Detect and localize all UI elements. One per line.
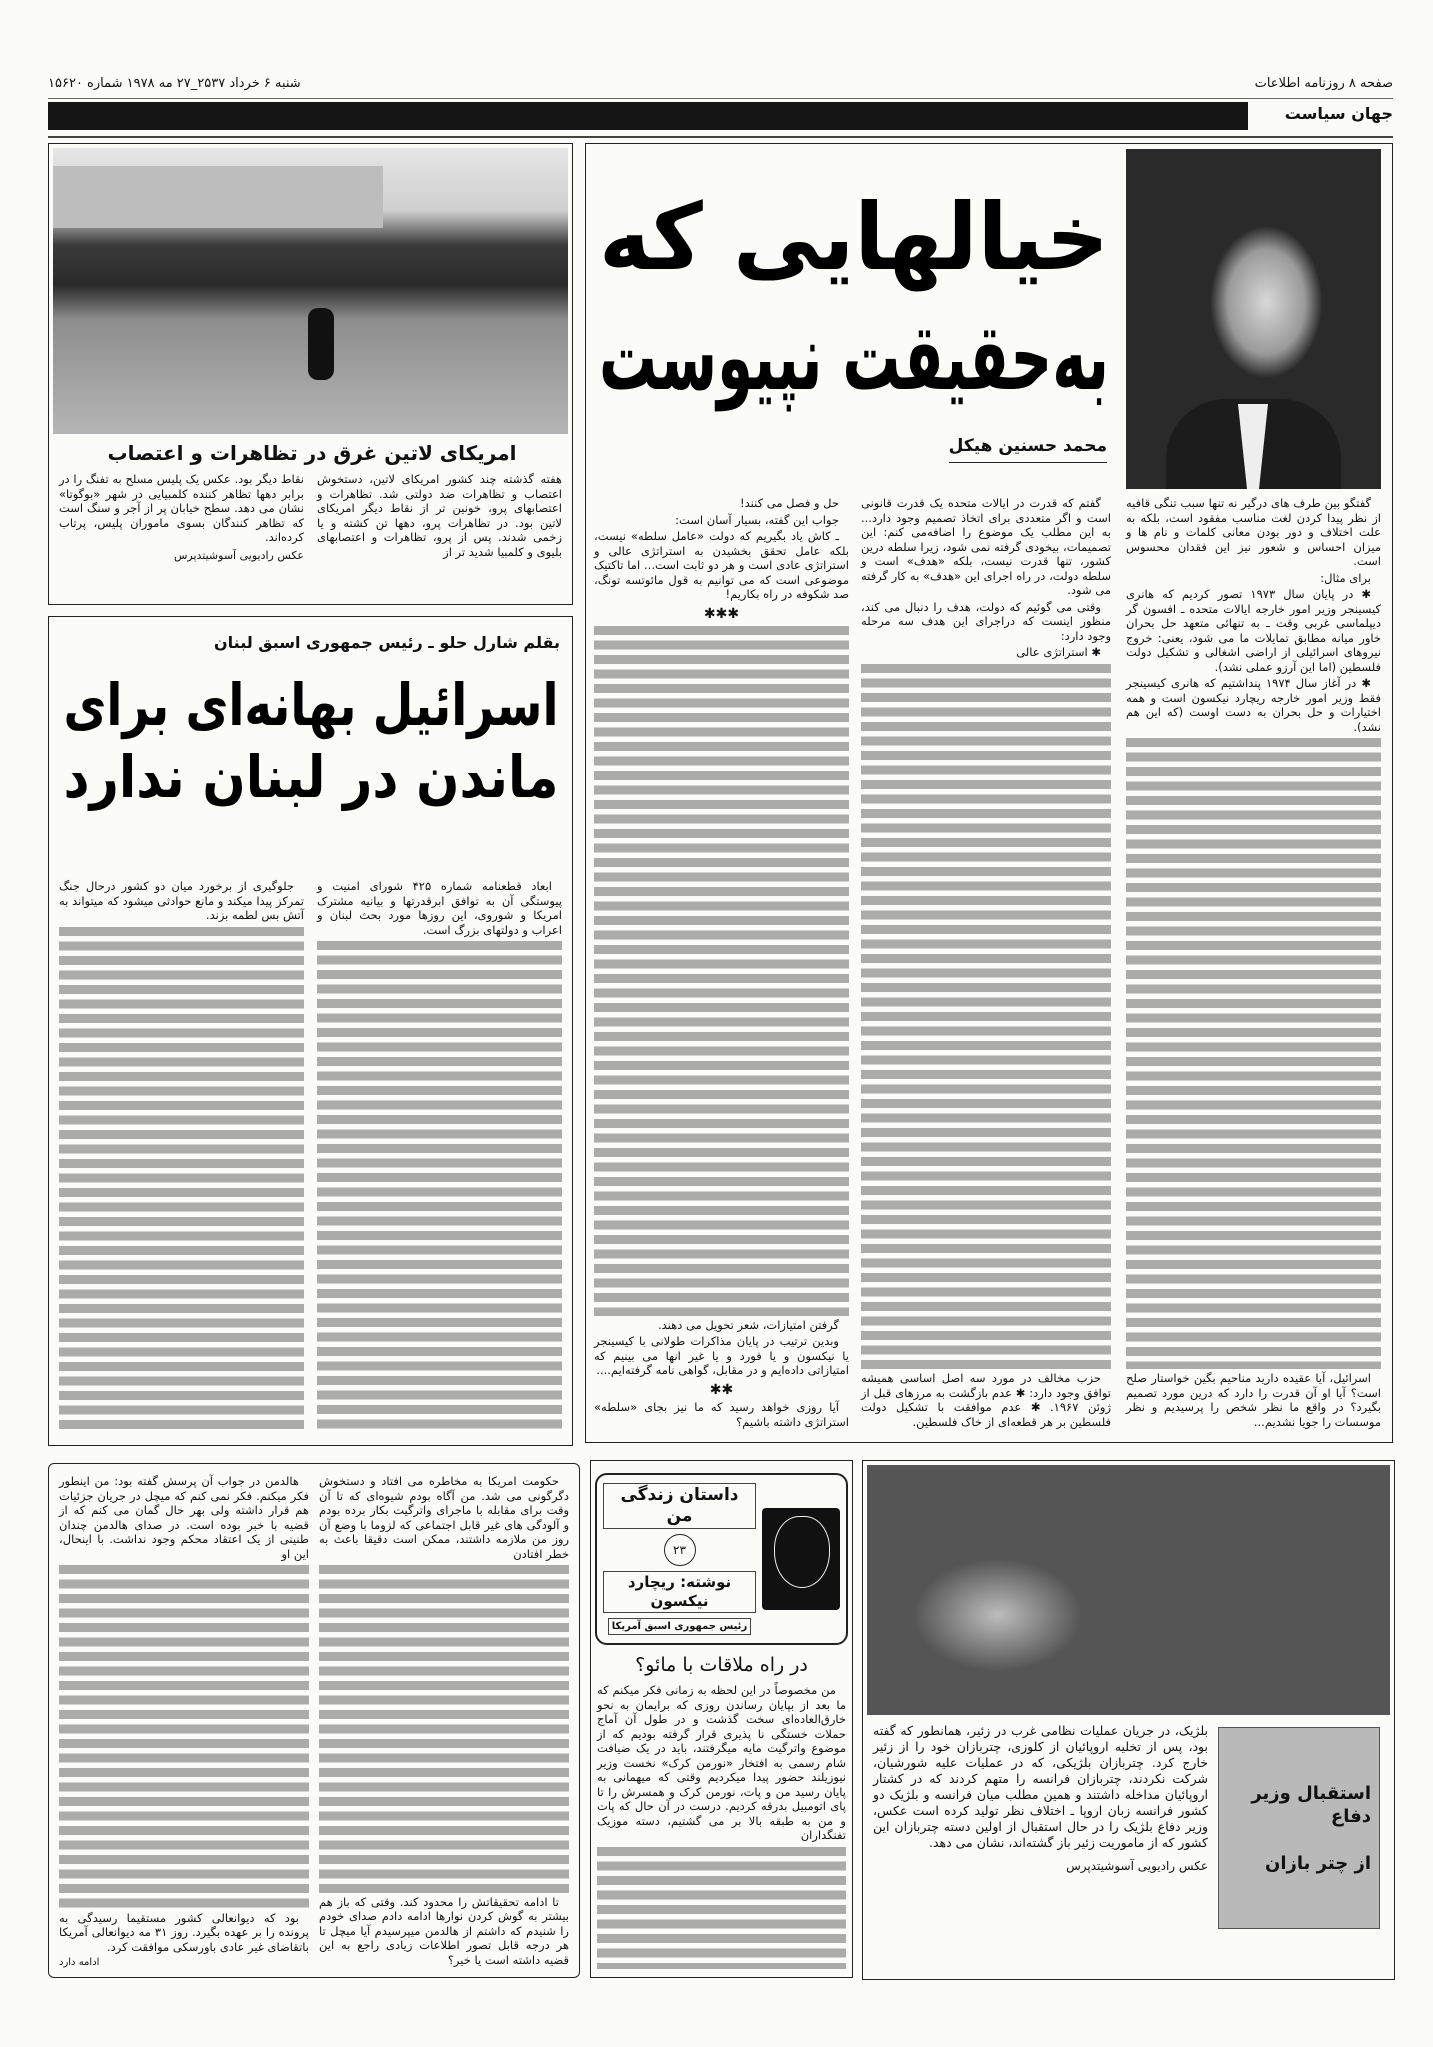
lebanon-column-left — [59, 879, 304, 1434]
to-be-continued: ادامه دارد — [59, 1957, 100, 1968]
paratroopers-photo — [867, 1465, 1390, 1715]
paragraph: حکومت امریکا به مخاطره می افتاد و دستخوش دگرگونی می شد. من آگاه بودم شیوه‌ای که تا آن وقت برای مقابله با ماجرای واترگیت بکار برده بودم و آلودگی های غیر قابل اجتماعی که لزوما با وضع آن روز من ملازمه داشتند، ممکن است دقیقا باعث به خطر افتادن — [319, 1474, 569, 1561]
section-title: جهان سیاست — [1284, 104, 1393, 123]
paragraph: جواب این گفته، بسیار آسان است: — [675, 512, 839, 527]
photo-caption-column — [873, 1723, 1208, 1973]
top-rule — [48, 98, 1393, 99]
text-continuation — [861, 664, 1111, 1370]
headline-line1: خیالهایی که — [599, 184, 1137, 291]
paragraph: ـ کاش یاد بگیریم که دولت «عامل سلطه» نیست، بلکه عامل تحقق بخشیدن به استراتژی عالی و استراتژی عادی است و هر دو ثابت است... اما تاکتیک موضوعی است که می توانیم به قول مائوتسه تونگ، صد شکوفه در راه بکاریم! — [594, 529, 849, 601]
headline-line1: اسرائیل بهانه‌ای برای — [63, 671, 677, 739]
heikal-column-1 — [1126, 496, 1381, 1431]
text-continuation — [597, 1847, 846, 1970]
nixon-portrait-drawing — [762, 1508, 840, 1610]
photo-building — [53, 166, 383, 228]
paragraph: من مخصوصاً در این لحظه به زمانی فکر میکنم که ما بعد از بپایان رساندن روزی که برایمان به نحو خارق‌العاده‌ای سخت گذشت و در طول آن آماج حملات خستگی نا پذیری قرار گرفته بودیم که از موضوع واترگیت مایه میگرفتند، باید در یک ضیافت شام رسمی به افتخار «نورمن کرک» نخست وزیر نیوزیلند حضور پیدا میکردیم وقتی که میهمانی به پایان رسید من و پات، نورمن کرک و همسرش را تا پای اتومبیل بدرقه کردیم. درست در آن حال که پات و من به طبقه بالا بر می گشتیم، دسته موزیک تفنگداران — [597, 1683, 846, 1842]
text-continuation — [1126, 738, 1381, 1369]
caption-title-line2: از چتر بازان — [1265, 1852, 1371, 1874]
text-continuation — [317, 941, 562, 1432]
heikal-column-3 — [594, 496, 849, 1431]
separator-stars: ✱✱✱ — [703, 605, 740, 622]
nixon-continued — [48, 1463, 580, 1978]
caption-title-box — [1218, 1727, 1380, 1929]
paragraph: گرفتن امتیازات، شعر تحویل می دهند. — [657, 1317, 839, 1332]
paragraph: ابعاد قطعنامه شماره ۴۲۵ شورای امنیت و پیوستگی آن به توافق ابرقدرتها و بیانیه مشترک امریکا و شوروی، این روزها مورد بحث لبنان و اعراب و دولتهای بزرگ است. — [317, 879, 562, 937]
nixon-intro — [595, 1683, 848, 1971]
nixon-column-right — [319, 1474, 569, 1969]
byline: محمد حسنین هیکل — [949, 436, 1107, 463]
photo-caption-text: بلژیک، در جریان عملیات نظامی غرب در زئیر، همانطور که گفته بود، پس از تخلیه اروپائیان از کلوزی، چتربازان خود را از زئیر خارج کرد. چتربازان بلژیکی، که در عملیات علیه شورشیان، شرکت نکردند، چتربازان فرانسه را متهم کردند که در کشتار اروپائیان مداخله داشتند و همین مطلب میان فرانسه و بلژیک دو کشور فرانسه زبان اروپا ـ اختلاف نظر تولید کرده است عکس، وزیر دفاع بلژیک را در حال استقبال از اولین دسته چتربازان این کشور که از ماموریت زئیر باز گشته‌اند، نشان می دهد. — [873, 1723, 1208, 1850]
paragraph: گفتم که قدرت در ایالات متحده یک قدرت قانونی است و اگر متعددی برای اتخاذ تصمیم وجود دارد... به این مطلب یک موضوع را اضافه‌می کنم: این تصمیمات، بیخودی گرفته نمی شود، زیرا سلطه درین کشور، تنها قدرت نیست، بلکه «هدف» است و سلطه دولت، در راه اجرای این «هدف» به کار گرفته می شود. — [861, 496, 1111, 597]
chapter-title: در راه ملاقات با مائو؟ — [635, 1654, 808, 1676]
photo-credit: عکس رادیویی آسوشیتدپرس — [173, 548, 304, 562]
episode-number: ۲۳ — [664, 1534, 696, 1566]
portrait-outline — [774, 1516, 830, 1588]
section-band — [48, 102, 1248, 130]
series-header-text — [603, 1483, 756, 1635]
lebanon-article — [48, 616, 677, 1446]
paragraph: حزب مخالف در مورد سه اصل اساسی همیشه توافق وجود دارد: ✱ عدم بازگشت به مرزهای قبل از ژوئن ۱۹۶۷. ✱ عدم موافقت با تشکیل دولت فلسطین بر هر قطعه‌ای از خاک فلسطین. — [861, 1371, 1112, 1429]
headline-line2: به‌حقیقت نپیوست — [599, 304, 1411, 411]
paragraph: آیا روزی خواهد رسید که ما نیز بجای «سلطه» استراتژی داشته باشیم؟ — [594, 1400, 849, 1429]
caption-title-line1: استقبال وزیر دفاع — [1251, 1782, 1371, 1827]
text-continuation — [59, 1565, 309, 1909]
paragraph: ✱ در پایان سال ۱۹۷۳ تصور کردیم که هانری کیسینجر وزیر امور خارجه ایالات متحده ـ افسون گر دیپلماسی غربی وقت ـ به تنهائی متعهد حل بحران خاور میانه مطابق تمایلات ما می شود، یعنی: خروج نیروهای اسرائیلی از اراضی اشغالی و تشکیل دولت فلسطین (اما این آرزو عملی نشد). — [1126, 587, 1381, 674]
paragraph: ✱ استراتژی عالی — [1016, 645, 1101, 659]
headline-line2: ماندن در لبنان ندارد — [63, 743, 559, 811]
paragraph: گفتگو بین طرف های درگیر نه تنها سبب تنگی قافیه از نظر پیدا کردن لغت مناسب مفقود است، بلکه به علت اختلاف و دور بودن معانی کلمات و نام ها و میزان احساس و شعور نیز این فقدان محسوس است. — [1126, 496, 1381, 568]
paragraph: تا ادامه تحقیقاتش را محدود کند. وقتی که باز هم بیشتر به گوش کردن نوارها ادامه دادم صدای خودم را شنیدم که داشتم از هالدمن میپرسیدم آیا میچل تا هر درجه قابل تصور اطلاعات زیادی راجع به این قضیه داشته است یا خیر؟ — [319, 1894, 569, 1967]
text-continuation — [319, 1565, 569, 1893]
text-continuation — [594, 626, 849, 1316]
paragraph: برای مثال: — [1320, 570, 1371, 585]
paragraph: اسرائیل، آیا عقیده دارید مناحیم بگین خواستار صلح است؟ آیا او آن قدرت را دارد که درین مورد تصمیم بگیرد؟ در واقع ما نظر شخص را پرسیدیم و نظر موسسات را جویا نشدیم... — [1126, 1371, 1381, 1429]
paratroopers-photo-box — [862, 1460, 1395, 1980]
separator-stars: ✱✱ — [709, 1381, 734, 1398]
text-continuation — [59, 927, 304, 1433]
paragraph: جلوگیری از برخورد میان دو کشور درحال جنگ تمرکز پیدا میکند و مانع حوادثی میشود که میتواند به آتش بس لطمه بزند. — [59, 879, 304, 922]
photo-police-figure — [308, 308, 334, 380]
nixon-column-left — [59, 1474, 309, 1969]
lebanon-column-right — [317, 879, 562, 1434]
nixon-series — [590, 1460, 853, 1978]
photo-caption-right: هفته گذشته چند کشور امریکای لاتین، دستخوش اعتصاب و تظاهرات ضد دولتی شد. تظاهرات و اعتصابهای پرو، خونین تر از نقاط دیگر امریکای لاتین بود. در تظاهرات پرو، دهها تن کشته و یا زخمی شدند. پس از پرو، تظاهرات و اعتصابهای بلیوی و کلمبیا شدید تر از — [317, 472, 562, 559]
date-line: شنبه ۶ خرداد ۲۵۳۷_۲۷ مه ۱۹۷۸ شماره ۱۵۶۲۰ — [48, 76, 301, 91]
paragraph: حل و فصل می کنند! — [740, 496, 839, 510]
latin-america-photo-box — [48, 143, 573, 605]
photo-caption-right-column — [317, 472, 562, 600]
protest-photo — [53, 148, 568, 434]
header-rule — [48, 136, 1393, 138]
photo-caption-left: نقاط دیگر بود. عکس یک پلیس مسلح به تفنگ را در برابر دهها تظاهر کننده کلمبیایی در شهر «بوگوتا» نشان می دهد. سطح خیابان پر از آجر و سنگ است که تظاهر کنندگان بسوی ماموران پلیس، پرتاب کرده‌اند. — [59, 472, 304, 544]
paragraph: وبدین ترتیب در پایان مذاکرات طولانی با کیسینجر یا نیکسون و یا فورد و یا غیر انها می بینیم که امتیازاتی داده‌ایم و در مقابل، گواهی نامه گرفته‌ایم.... — [594, 1334, 849, 1377]
heikal-column-2 — [861, 496, 1111, 1431]
page-label: صفحه ۸ روزنامه اطلاعات — [1254, 76, 1393, 91]
paragraph: بود که دیوانعالی کشور مستقیما رسیدگی به پرونده را بر عهده بگیرد. روز ۳۱ مه دیوانعالی آمریکا باتقاضای غیر عادی باورسکی موافقت کرد. — [59, 1910, 309, 1954]
paragraph: هالدمن در جواب آن پرسش گفته بود: من اینطور فکر میکنم. فکر نمی کنم که میچل در جریان جزئیات هم قرار داشته ولی بهر حال گمان می کنم که از قضیه با خبر بوده است. در صدای هالدمن چندان طنینی از یک اعتقاد محکم وجود نداشت. با اینحال، این او — [59, 1474, 309, 1561]
paragraph: ✱ در آغاز سال ۱۹۷۴ پنداشتیم که هانری کیسینجر فقط وزیر امور خارجه ریچارد نیکسون است و همه اختیارات و حل بحران به دست اوست (که این هم نشد). — [1126, 676, 1381, 734]
heikal-article — [585, 143, 1411, 1443]
lebanon-headline — [59, 665, 677, 815]
heikal-headline — [594, 174, 1411, 419]
photo-title: امریکای لاتین غرق در تظاهرات و اعتصاب — [107, 441, 517, 465]
series-title: داستان زندگی من — [603, 1483, 756, 1529]
author-title: رئیس جمهوری اسبق آمریکا — [608, 1618, 751, 1635]
photo-credit: عکس رادیویی آسوشیتدپرس — [1066, 1859, 1208, 1873]
heikal-portrait-photo — [1126, 149, 1381, 489]
series-author: نوشته: ریچارد نیکسون — [603, 1571, 756, 1613]
paragraph: وقتی می گوئیم که دولت، هدف را دنبال می کند، منظور اینست که دراجرای این هدف سه مرحله وجود دارد: — [861, 599, 1111, 643]
photo-caption-left-column — [59, 472, 304, 600]
series-header-box — [595, 1473, 848, 1645]
byline: بقلم شارل حلو ـ رئیس جمهوری اسبق لبنان — [214, 633, 560, 652]
